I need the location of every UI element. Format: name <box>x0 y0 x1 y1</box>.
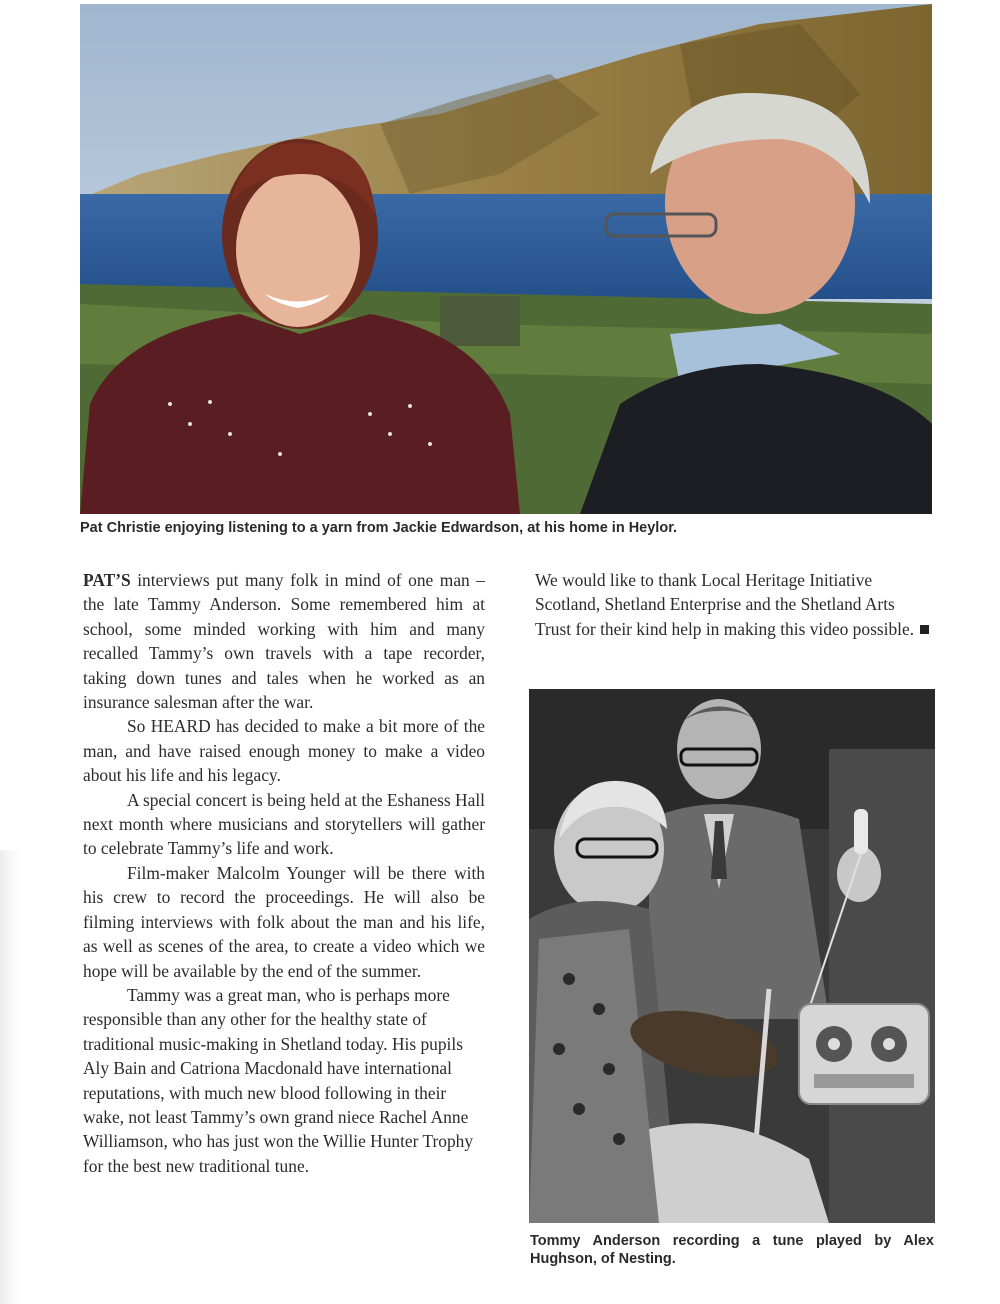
paragraph-2: So HEARD has decided to make a bit more of the man, and have raised enough money to make a video about his life and his legacy. <box>83 716 485 786</box>
top-photo-caption: Pat Christie enjoying listening to a yarn from Jackie Edwardson, at his home in Heylor. <box>80 520 678 536</box>
scan-edge-shadow <box>0 850 22 1304</box>
paragraph-1-text: interviews put many folk in mind of one man – the late Tammy Anderson. Some remembered him at school, some minded working with him and many recalled Tammy’s own travels with a tape recorder, taking down tunes and tales when he worked as an insurance salesman after the war. <box>83 570 485 713</box>
photo-pat-and-jackie <box>80 4 932 514</box>
photo-tommy-recording <box>529 689 935 1223</box>
paragraph-5: Tammy was a great man, who is perhaps more responsible than any other for the healthy state of traditional music-making in Shetland today. His pupils Aly Bain and Catriona Macdonald have international reputations, with much new blood following in their wake, not least Tammy’s own grand niece Rachel Anne Williamson, who has just won the Willie Hunter Trophy for the best new traditional tune. <box>83 984 474 1176</box>
end-of-article-mark <box>920 625 929 634</box>
paragraph-4: Film-maker Malcolm Younger will be there with his crew to record the proceedings. He will also be filming interviews with folk about the man and his life, as well as scenes of the area, to create a video which we hope will be available by the end of the summer. <box>83 862 485 981</box>
lead-word: PAT’S <box>83 570 131 590</box>
paragraph-6 <box>535 568 933 641</box>
bottom-photo-caption: Tommy Anderson recording a tune played by Alex Hughson, of Nesting. <box>530 1233 934 1267</box>
paragraph-1 <box>83 568 485 714</box>
paragraph-3: A special concert is being held at the Eshaness Hall next month where musicians and storytellers will gather to celebrate Tammy’s life and work. <box>83 789 485 859</box>
paragraph-6-text: We would like to thank Local Heritage Initiative Scotland, Shetland Enterprise and the Shetland Arts Trust for their kind help in making this video possible. <box>535 570 915 639</box>
article-left-column <box>83 568 485 1178</box>
article-right-column <box>535 568 933 641</box>
